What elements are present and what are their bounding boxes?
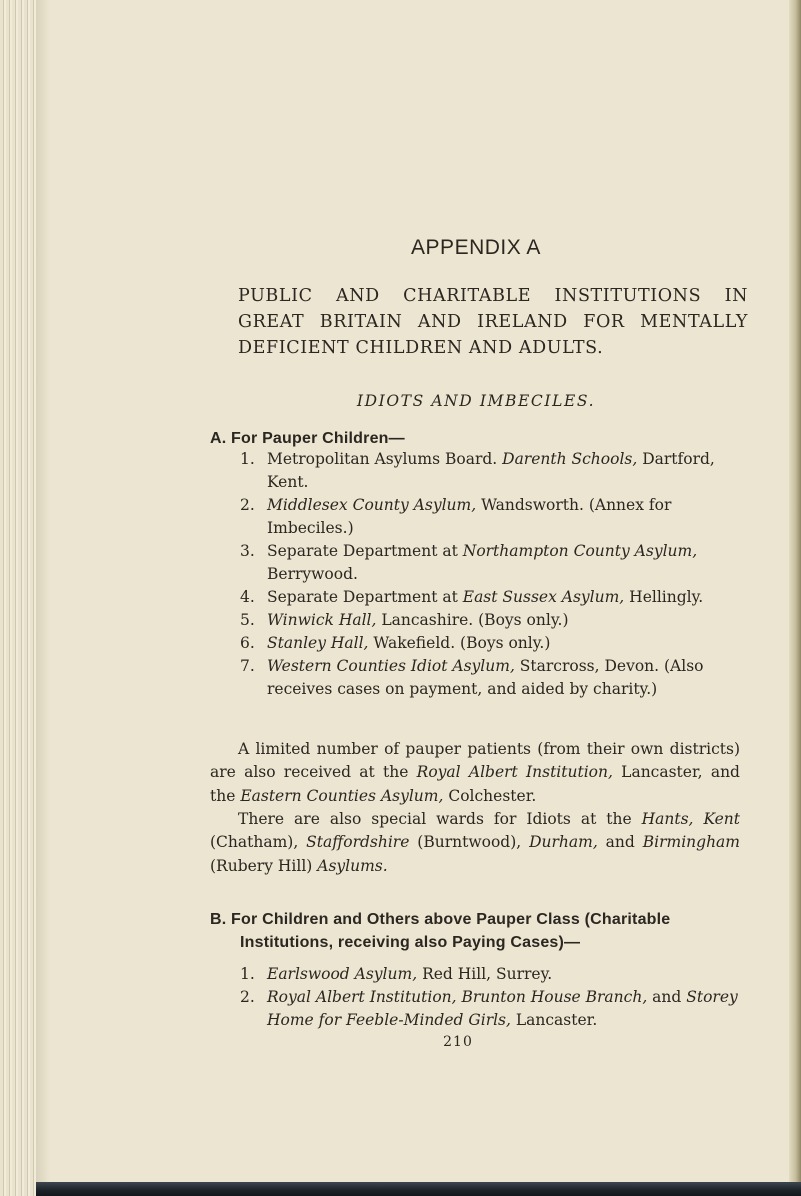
- list-item: 6. Stanley Hall, Wakefield. (Boys only.): [240, 632, 740, 655]
- item-number: 2.: [240, 496, 255, 514]
- institution-name: Storey Home for Feeble-Minded Girls,: [267, 988, 738, 1029]
- section-a-heading: A. For Pauper Children—: [210, 430, 405, 447]
- item-number: 1.: [240, 450, 255, 468]
- item-number: 2.: [240, 988, 255, 1006]
- institution-name: Royal Albert Institution, Brunton House Branch,: [267, 988, 648, 1006]
- list-item: 1. Metropolitan Asylums Board. Darenth Schools, Dartford, Kent.: [240, 450, 715, 491]
- item-number: 6.: [240, 634, 255, 652]
- institution-name: Western Counties Idiot Asylum,: [267, 657, 515, 675]
- institution-name: Northampton County Asylum,: [462, 542, 698, 560]
- book-binding-edge: [0, 0, 36, 1196]
- item-number: 5.: [240, 611, 255, 629]
- list-item: 2. Royal Albert Institution, Brunton House Branch, and Storey Home for Feeble-Minded Girls, Lancaster.: [240, 988, 738, 1029]
- item-number: 1.: [240, 965, 255, 983]
- list-item: 7. Western Counties Idiot Asylum, Starcross, Devon. (Also receives cases on payment, and aided by charity.): [240, 657, 704, 698]
- list-item: 1. Earlswood Asylum, Red Hill, Surrey.: [240, 963, 740, 986]
- appendix-heading: APPENDIX A: [411, 236, 541, 259]
- item-number: 3.: [240, 542, 255, 560]
- institution-name: Stanley Hall,: [267, 634, 369, 652]
- list-item: 5. Winwick Hall, Lancashire. (Boys only.): [240, 609, 740, 632]
- institution-name: Middlesex County Asylum,: [267, 496, 477, 514]
- paragraph-special-wards: There are also special wards for Idiots at the Hants, Kent (Chatham), Staffordshire (Burntwood), Durham, and Birmingham (Rubery Hill) Asylums.: [210, 810, 740, 875]
- gutter-shadow: [36, 0, 50, 1196]
- section-a-list: [240, 448, 740, 701]
- institution-name: Winwick Hall,: [267, 611, 377, 629]
- list-item: 2. Middlesex County Asylum, Wandsworth. (Annex for Imbeciles.): [240, 496, 672, 537]
- institution-name: Darenth Schools,: [502, 450, 638, 468]
- item-number: 7.: [240, 657, 255, 675]
- section-b-heading-cont: Institutions, receiving also Paying Cases)—: [240, 934, 581, 951]
- page-number: 210: [443, 1034, 473, 1050]
- section-b-list: [240, 963, 740, 1032]
- paragraph-limited-number: A limited number of pauper patients (from their own districts) are also received at the Royal Albert Institution, Lancaster, and the Eastern Counties Asylum, Colchester.: [210, 740, 740, 805]
- document-title: PUBLIC AND CHARITABLE INSTITUTIONS IN GREAT BRITAIN AND IRELAND FOR MENTALLY DEFICIENT CHILDREN AND ADULTS.: [238, 286, 748, 358]
- institution-name: Earlswood Asylum,: [267, 965, 418, 983]
- section-b-heading: B. For Children and Others above Pauper Class (Charitable: [210, 911, 671, 928]
- item-number: 4.: [240, 588, 255, 606]
- institution-name: East Sussex Asylum,: [462, 588, 625, 606]
- page-right-edge: [789, 0, 801, 1196]
- book-cover-bottom-edge: [36, 1182, 801, 1196]
- list-item: 4. Separate Department at East Sussex Asylum, Hellingly.: [240, 586, 740, 609]
- list-item: 3. Separate Department at Northampton County Asylum, Berrywood.: [240, 542, 698, 583]
- section-subheading: IDIOTS AND IMBECILES.: [356, 392, 596, 410]
